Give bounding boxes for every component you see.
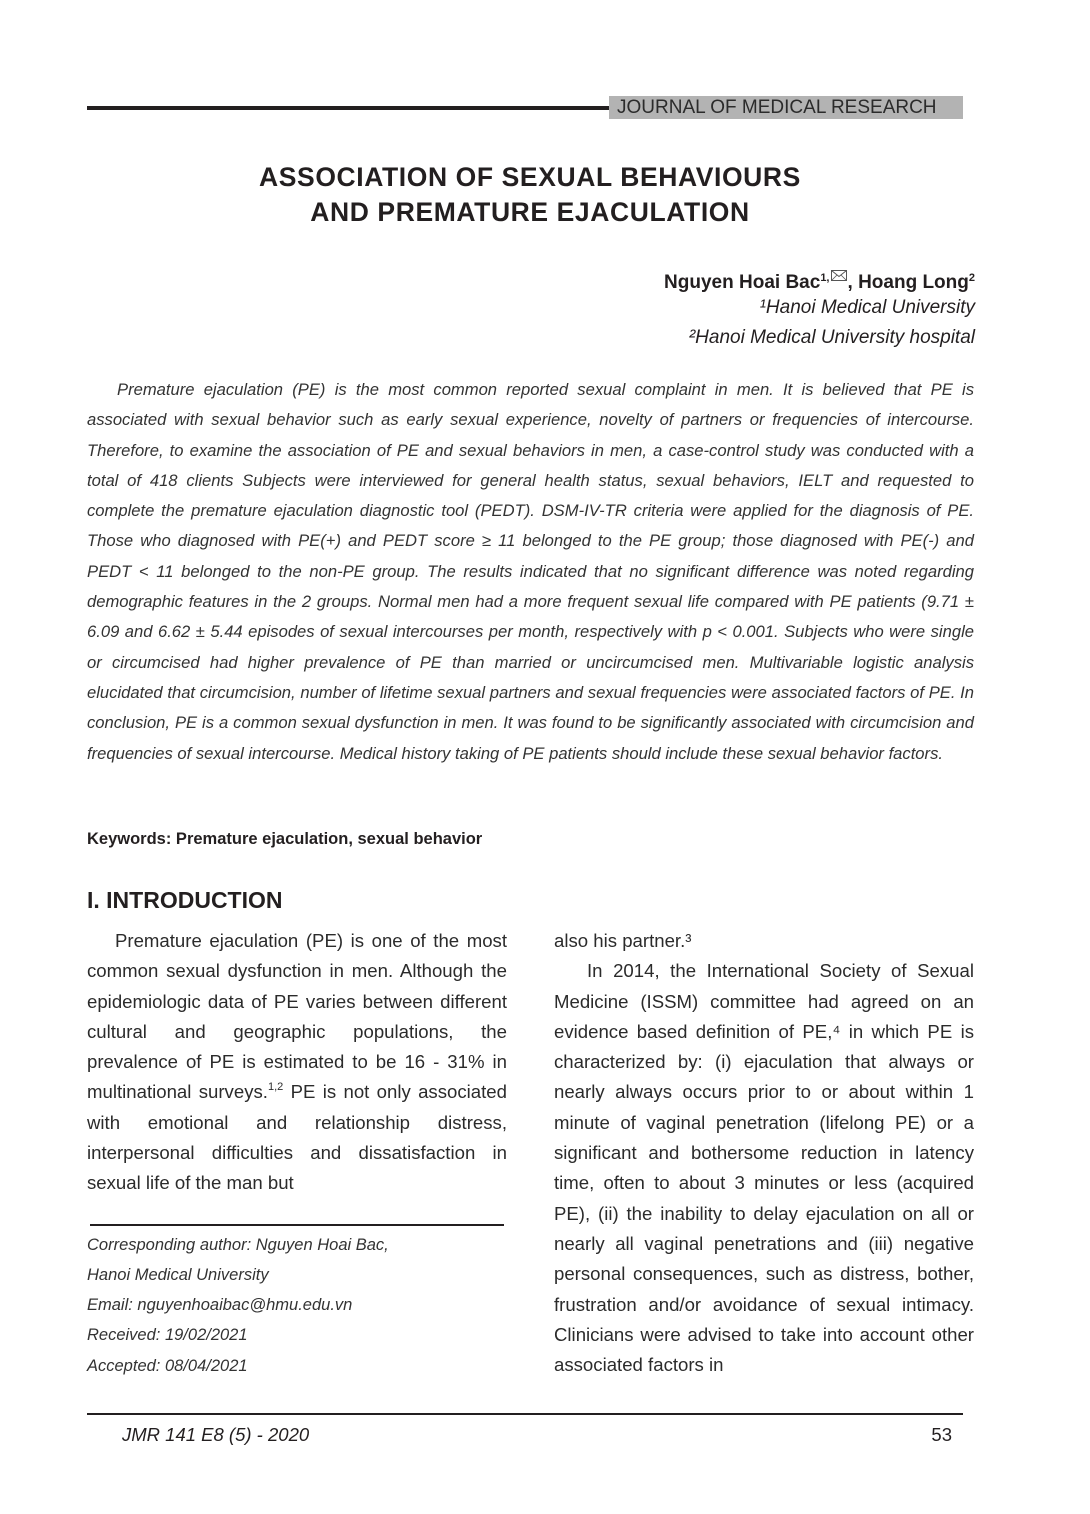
footnote-rule	[90, 1224, 504, 1226]
intro-right-column	[554, 926, 974, 1380]
author-separator: ,	[847, 272, 859, 293]
journal-name-banner	[609, 96, 963, 119]
author-1-superscript: 1,	[820, 272, 830, 284]
keywords: Keywords: Premature ejaculation, sexual behavior	[87, 830, 483, 848]
corresponding-author: Corresponding author: Nguyen Hoai Bac,	[87, 1236, 389, 1254]
accepted-date: Accepted: 08/04/2021	[87, 1357, 248, 1375]
article-title	[87, 160, 973, 230]
corresponding-institution: Hanoi Medical University	[87, 1266, 269, 1284]
author-2: Hoang Long	[858, 272, 969, 293]
abstract: Premature ejaculation (PE) is the most common reported sexual complaint in men. It is believed that PE is associated with sexual behavior such as early sexual experience, novelty of partners or frequencies of intercourse. Therefore, to examine the association of PE and sexual behaviors in men, a case-control study was conducted with a total of 418 clients Subjects were interviewed for general health status, sexual behaviors, IELT and requested to complete the premature ejaculation diagnostic tool (PEDT). DSM-IV-TR criteria were applied for the diagnosis of PE. Those who diagnosed with PE(+) and PEDT score ≥ 11 belonged to the PE group; those diagnosed with PE(-) and PEDT < 11 belonged to the non-PE group. The results indicated that no significant difference was noted regarding demographic features in the 2 groups. Normal men had a more frequent sexual life compared with PE patients (9.71 ± 6.09 and 6.62 ± 5.44 episodes of sexual intercourses per month, respectively with p < 0.001. Subjects who were single or circumcised had higher prevalence of PE than married or uncircumcised men. Multivariable logistic analysis elucidated that circumcision, number of lifetime sexual partners and sexual frequencies were associated factors of PE. In conclusion, PE is a common sexual dysfunction in men. It was found to be significantly associated with circumcision and frequencies of sexual intercourse. Medical history taking of PE patients should include these sexual behavior factors.	[87, 380, 974, 763]
intro-left-column	[87, 926, 507, 1199]
intro-right-paragraph-1: also his partner.³	[554, 930, 692, 951]
journal-name: JOURNAL OF MEDICAL RESEARCH	[617, 97, 937, 118]
section-heading: I. INTRODUCTION	[87, 887, 283, 913]
author-1: Nguyen Hoai Bac	[664, 272, 821, 293]
author-line	[664, 265, 975, 294]
reference-superscript: 1,2	[267, 1081, 284, 1094]
intro-right-paragraph-2: In 2014, the International Society of Sexual Medicine (ISSM) committee had agreed on an evidence based definition of PE,⁴ in which PE is characterized by: (i) ejaculation that always or nearly always occurs prior to or about within 1 minute of vaginal penetration (lifelong PE) or a significant and bothersome reduction in latency time, often to about 3 minutes or less (acquired PE), (ii) the inability to delay ejaculation on all or nearly all vaginal penetrations and (iii) negative personal consequences, such as distress, bother, frustration and/or avoidance of sexual intimacy. Clinicians were advised to take into account other associated factors in	[554, 960, 974, 1376]
envelope-icon	[831, 265, 847, 287]
title-line-1: ASSOCIATION OF SEXUAL BEHAVIOURS	[259, 162, 801, 192]
page-number: 53	[931, 1424, 952, 1445]
intro-text-2: PE is not only associated with emotional and relationship distress, interpersonal difficulties and dissatisfaction in sexual life of the man but	[87, 1081, 507, 1194]
received-date: Received: 19/02/2021	[87, 1326, 248, 1344]
footer-citation: JMR 141 E8 (5) - 2020	[122, 1424, 310, 1445]
affiliation-2: ²Hanoi Medical University hospital	[688, 327, 975, 348]
intro-text-1: Premature ejaculation (PE) is one of the most common sexual dysfunction in men. Although the epidemiologic data of PE varies between different cultural and geographic populations, the prevalence of PE is estimated to be 16 - 31% in multinational surveys.	[87, 930, 507, 1103]
title-line-2: AND PREMATURE EJACULATION	[310, 197, 750, 227]
author-2-superscript: 2	[968, 272, 975, 284]
affiliation-1: ¹Hanoi Medical University	[759, 297, 975, 318]
corresponding-email: Email: nguyenhoaibac@hmu.edu.vn	[87, 1296, 353, 1314]
header-rule	[87, 106, 617, 110]
footer-rule	[87, 1413, 963, 1415]
